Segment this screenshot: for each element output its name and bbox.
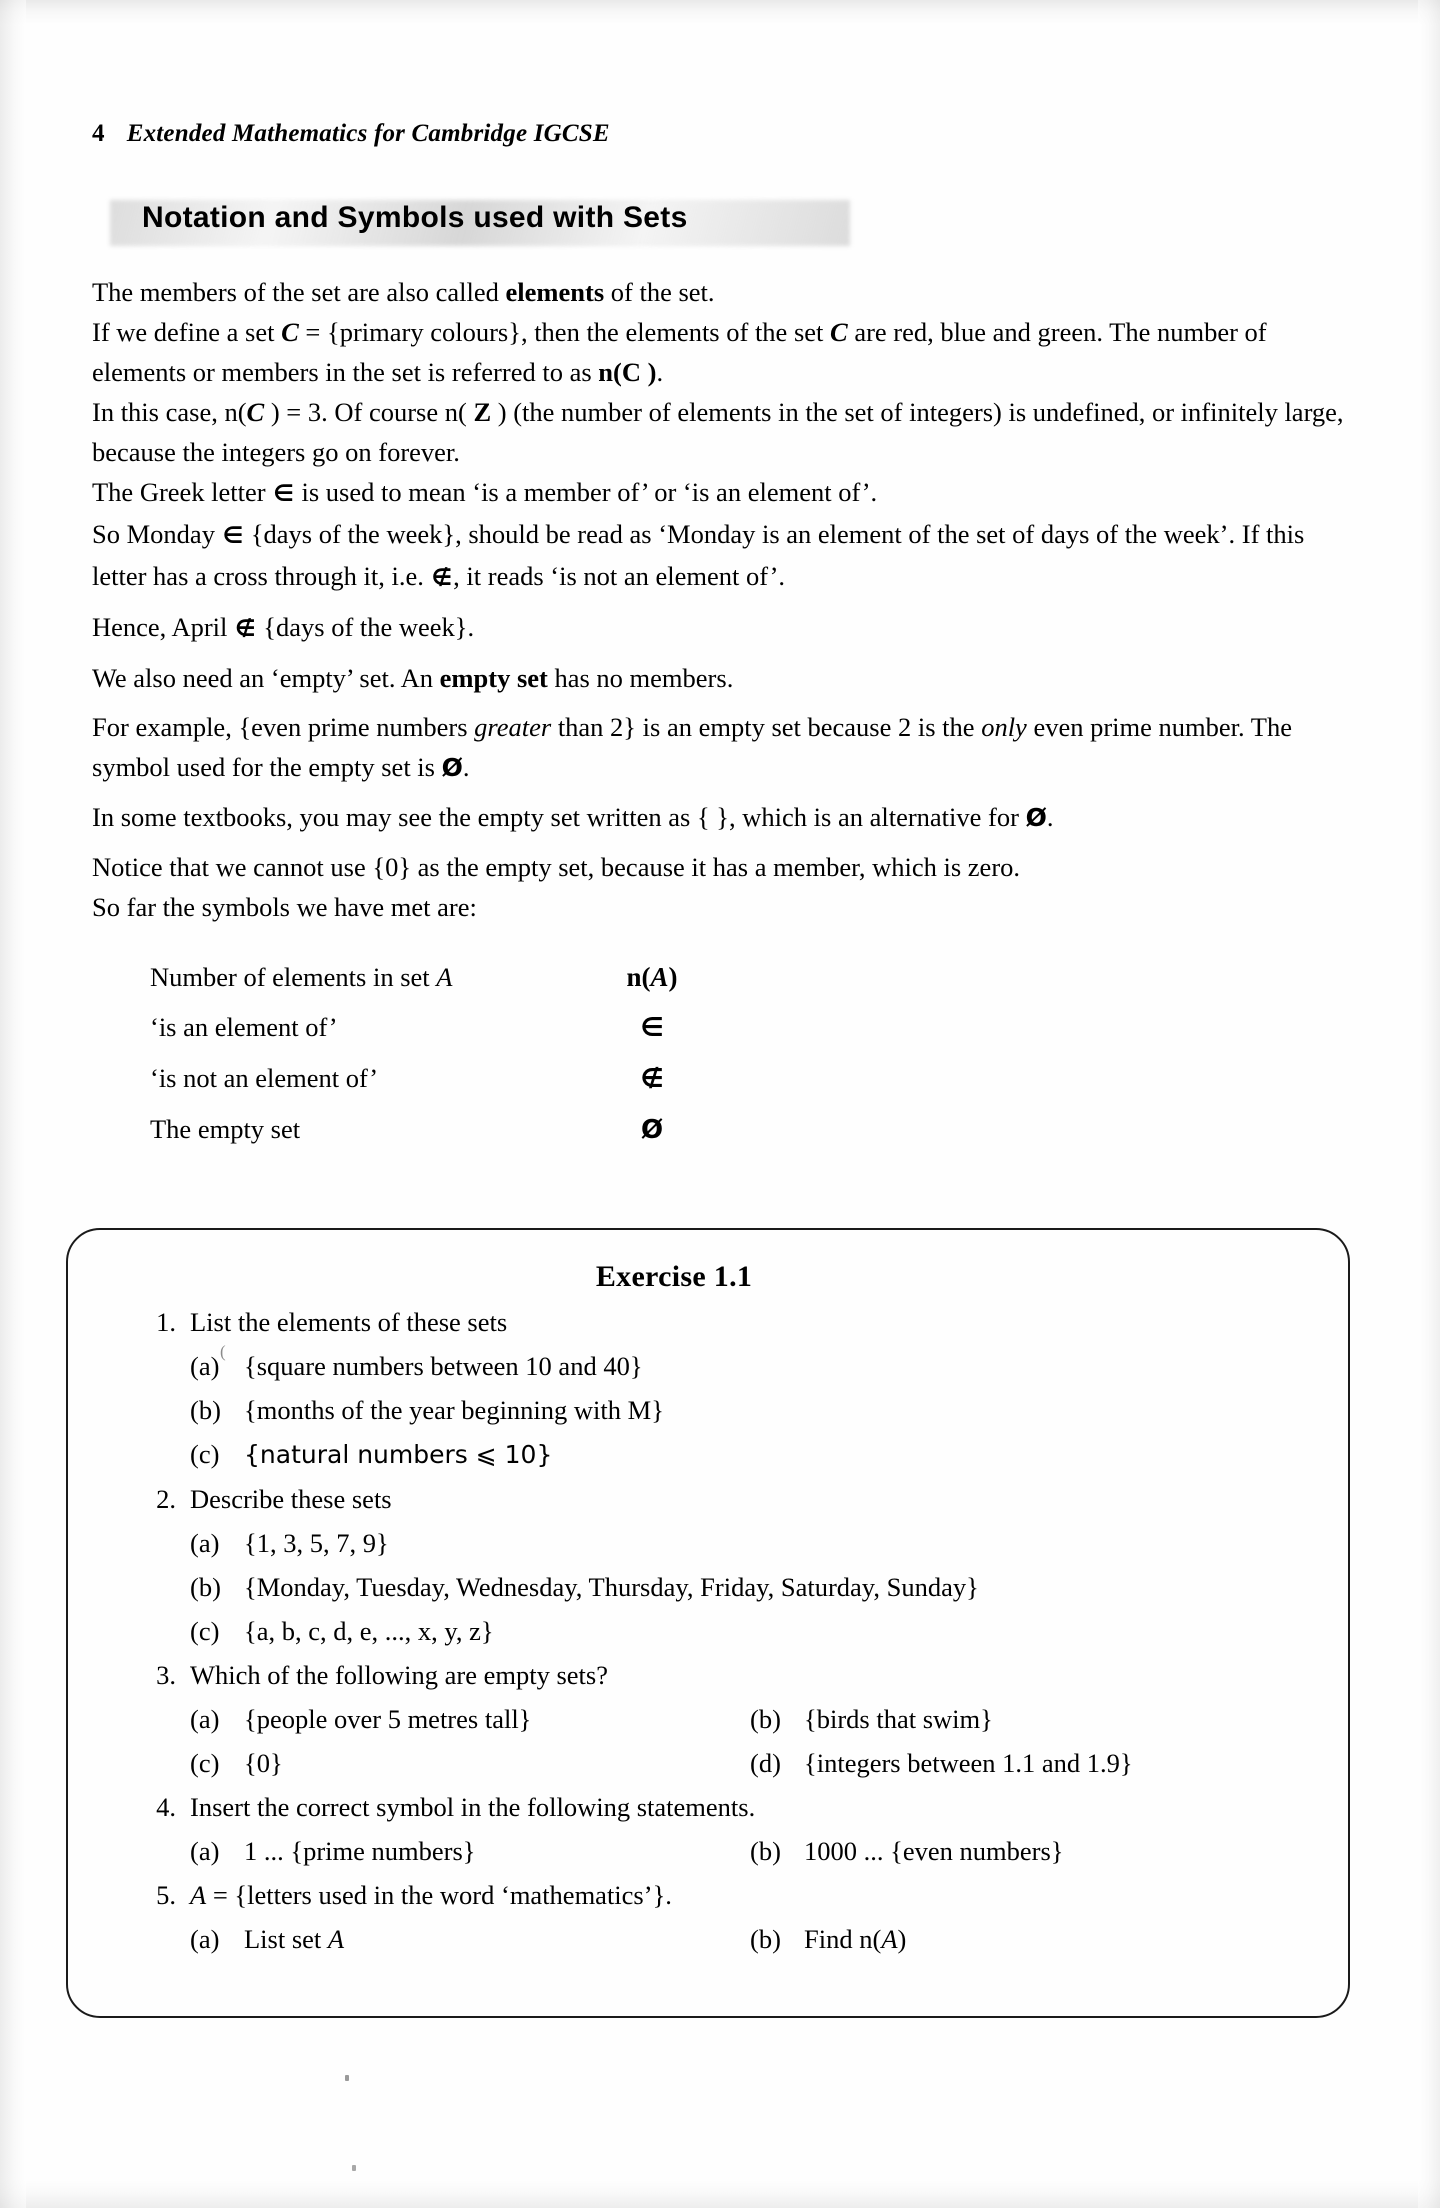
exercise-list	[126, 1300, 1342, 1961]
symbol-row	[92, 952, 992, 1002]
text-run: .	[1046, 802, 1054, 832]
scan-speck	[352, 2165, 356, 2171]
text-run-bold: empty set	[439, 663, 548, 693]
exercise-item	[126, 1300, 1342, 1344]
element-of-symbol: ∈	[640, 1013, 664, 1043]
body-text	[92, 272, 1356, 927]
sub-item-label: (c)	[190, 1616, 220, 1646]
text-run: .	[462, 752, 470, 782]
paragraph-5	[92, 514, 1356, 598]
element-of-symbol: ∈	[222, 523, 244, 549]
sub-item	[190, 1917, 750, 1961]
not-element-of-symbol: ∉	[431, 565, 453, 591]
sub-item-row	[126, 1697, 1342, 1741]
empty-set-symbol: Ø	[441, 753, 463, 782]
sub-item	[750, 1741, 1342, 1785]
math-var-C: C	[830, 317, 848, 347]
sub-item-text: 1000 ... {even numbers}	[804, 1836, 1064, 1866]
page-number: 4	[92, 120, 105, 147]
paragraph-9	[92, 797, 1356, 838]
not-element-of-symbol: ∉	[640, 1064, 664, 1094]
sub-item	[126, 1432, 1342, 1477]
text-run: .	[656, 357, 664, 387]
symbol-description-text: Number of elements in set	[150, 962, 437, 992]
not-element-of-symbol: ∉	[235, 616, 256, 642]
running-title: Extended Mathematics for Cambridge IGCSE	[126, 120, 610, 147]
symbol-value	[522, 1104, 782, 1155]
text-run-italic: only	[981, 712, 1027, 742]
sub-item-row	[126, 1917, 1342, 1961]
sub-item-text: {1, 3, 5, 7, 9}	[244, 1528, 389, 1558]
text-run: = {primary colours}, then the elements of the set	[298, 317, 831, 347]
text-run: {days of the week}.	[256, 612, 475, 642]
exercise-item	[126, 1653, 1342, 1697]
item-number: 1.	[156, 1307, 176, 1337]
paragraph-2	[92, 312, 1356, 392]
empty-set-symbol: Ø	[1025, 803, 1047, 832]
text-run: Hence, April	[92, 612, 235, 642]
text-run: We also need an ‘empty’ set. An	[92, 663, 440, 693]
sub-item-label: (a)	[190, 1528, 220, 1558]
paragraph-6	[92, 607, 1356, 649]
sub-item	[126, 1609, 1342, 1653]
symbol-description: ‘is not an element of’	[150, 1063, 379, 1093]
item-text: Describe these sets	[190, 1484, 392, 1514]
text-run: are red, blue and green. The number of elements or members in the set is referred to as	[92, 317, 1267, 387]
sub-item	[126, 1344, 1342, 1388]
scan-speck	[345, 2075, 349, 2081]
section-heading: Notation and Symbols used with Sets	[142, 201, 688, 234]
scan-edge-top	[0, 0, 1440, 26]
running-head	[92, 120, 610, 148]
symbol-row	[92, 1002, 992, 1053]
text-run: of the set.	[604, 277, 715, 307]
scan-edge-bottom	[0, 2178, 1440, 2208]
sub-item-text: {0}	[244, 1748, 283, 1778]
sub-item-label: (b)	[750, 1836, 781, 1866]
sub-item-label: (a)	[190, 1351, 220, 1381]
paragraph-4	[92, 472, 1356, 514]
sub-item-text: {Monday, Tuesday, Wednesday, Thursday, Friday, Saturday, Sunday}	[244, 1572, 979, 1602]
math-var-A: A	[436, 962, 453, 992]
sub-item-row	[126, 1741, 1342, 1785]
text-run: So Monday	[92, 519, 222, 549]
sub-item	[126, 1565, 1342, 1609]
paragraph-11: So far the symbols we have met are:	[92, 892, 477, 922]
item-text: Insert the correct symbol in the following statements.	[190, 1792, 756, 1822]
paragraph-1	[92, 272, 1356, 312]
math-nC: n(C )	[598, 357, 657, 387]
symbol-description: ‘is an element of’	[150, 1012, 338, 1042]
text-run: is used to mean ‘is a member of’ or ‘is an element of’.	[294, 477, 878, 507]
sub-item	[750, 1697, 1342, 1741]
math-var-C: C	[281, 317, 299, 347]
symbol-value	[522, 1053, 782, 1104]
paragraph-10: Notice that we cannot use {0} as the empty set, because it has a member, which is zero.	[92, 852, 1021, 882]
item-text	[190, 1873, 1342, 1917]
section-heading-block	[120, 198, 880, 254]
item-text: List the elements of these sets	[190, 1307, 508, 1337]
exercise-title: Exercise 1.1	[595, 1260, 753, 1293]
sub-item	[190, 1697, 750, 1741]
sub-item	[126, 1388, 1342, 1432]
text-run: even prime number. The symbol used for the empty set is	[92, 712, 1292, 782]
sub-item-text: {months of the year beginning with M}	[244, 1395, 664, 1425]
text-run: than 2} is an empty set because 2 is the	[551, 712, 982, 742]
sub-item-label: (a)	[190, 1924, 220, 1954]
sub-item-row	[126, 1829, 1342, 1873]
sub-item-label: (a)	[190, 1704, 220, 1734]
sub-item-label: (b)	[750, 1704, 781, 1734]
paragraph-8	[92, 707, 1356, 788]
sub-item-text: {a, b, c, d, e, ..., x, y, z}	[244, 1616, 494, 1646]
math-var-A: A	[881, 1924, 898, 1954]
scan-edge-right	[1418, 0, 1440, 2208]
text-run: ) (the number of elements in the set of integers) is undefined, or infinitely large, because the integers go on forever.	[92, 397, 1344, 467]
text-run: In this case, n(	[92, 397, 247, 427]
text-run: ) = 3. Of course n(	[264, 397, 474, 427]
paragraph-7	[92, 658, 1356, 698]
exercise-item	[126, 1477, 1342, 1521]
sub-item-text: {square numbers between 10 and 40}	[244, 1351, 643, 1381]
text-run: has no members.	[547, 663, 734, 693]
sub-item-label: (b)	[750, 1924, 781, 1954]
sub-item	[750, 1829, 1342, 1873]
sub-item	[190, 1741, 750, 1785]
text-run-bold: elements	[505, 277, 605, 307]
text-run: , it reads ‘is not an element of’.	[453, 561, 786, 591]
item-number: 2.	[156, 1484, 176, 1514]
item-number: 5.	[156, 1880, 176, 1910]
math-var-A: A	[327, 1924, 345, 1954]
symbol-description: The empty set	[150, 1114, 301, 1144]
sub-item	[750, 1917, 1342, 1961]
text-run: The Greek letter	[92, 477, 273, 507]
text-run: If we define a set	[92, 317, 282, 347]
sub-item-label: (b)	[190, 1395, 221, 1425]
item-text-run: = {letters used in the word ‘mathematics’}.	[206, 1880, 672, 1910]
element-of-symbol: ∈	[273, 481, 294, 507]
text-run: For example, {even prime numbers	[92, 712, 475, 742]
symbol-reference-list	[92, 952, 992, 1155]
sub-item-text: Find n(A)	[804, 1924, 907, 1954]
exercise-item	[126, 1873, 1342, 1917]
math-var-Z: Z	[473, 397, 492, 427]
exercise-item	[126, 1785, 1342, 1829]
item-number: 4.	[156, 1792, 176, 1822]
sub-item-text: 1 ... {prime numbers}	[244, 1836, 476, 1866]
sub-item-text: {natural numbers ⩽ 10}	[244, 1440, 553, 1469]
math-var-A: A	[190, 1880, 207, 1910]
paragraph-3	[92, 392, 1356, 472]
sub-item-label: (c)	[190, 1748, 220, 1778]
sub-item	[190, 1829, 750, 1873]
sub-item-label: (c)	[190, 1439, 220, 1469]
text-run: {days of the week}, should be read as ‘Monday is an element of the set of days of the week’. If this letter has a cross through it, i.e.	[92, 519, 1305, 591]
item-text: Which of the following are empty sets?	[190, 1660, 608, 1690]
text-run: The members of the set are also called	[92, 277, 506, 307]
sub-item-label: (b)	[190, 1572, 221, 1602]
symbol-description	[92, 952, 522, 1002]
symbol-row	[92, 1104, 992, 1155]
scan-stray-mark: (	[220, 1342, 226, 1361]
exercise-box	[92, 1228, 1376, 2018]
text-run-italic: greater	[474, 712, 552, 742]
text-run: In some textbooks, you may see the empty set written as { }, which is an alternative for	[92, 802, 1026, 832]
sub-item-text: List set A	[244, 1924, 345, 1954]
sub-item-label: (a)	[190, 1836, 220, 1866]
item-number: 3.	[156, 1660, 176, 1690]
sub-item-text: {people over 5 metres tall}	[244, 1704, 532, 1734]
scan-edge-left	[0, 0, 26, 2208]
empty-set-symbol: Ø	[640, 1115, 664, 1145]
symbol-value	[522, 1002, 782, 1053]
math-var-C: C	[246, 397, 265, 427]
sub-item-label: (d)	[750, 1748, 781, 1778]
sub-item	[126, 1521, 1342, 1565]
symbol-row	[92, 1053, 992, 1104]
sub-item-text: {birds that swim}	[804, 1704, 993, 1734]
symbol-value	[522, 952, 782, 1002]
symbol-nA: n(A)	[626, 962, 678, 992]
sub-item-text: {integers between 1.1 and 1.9}	[804, 1748, 1133, 1778]
